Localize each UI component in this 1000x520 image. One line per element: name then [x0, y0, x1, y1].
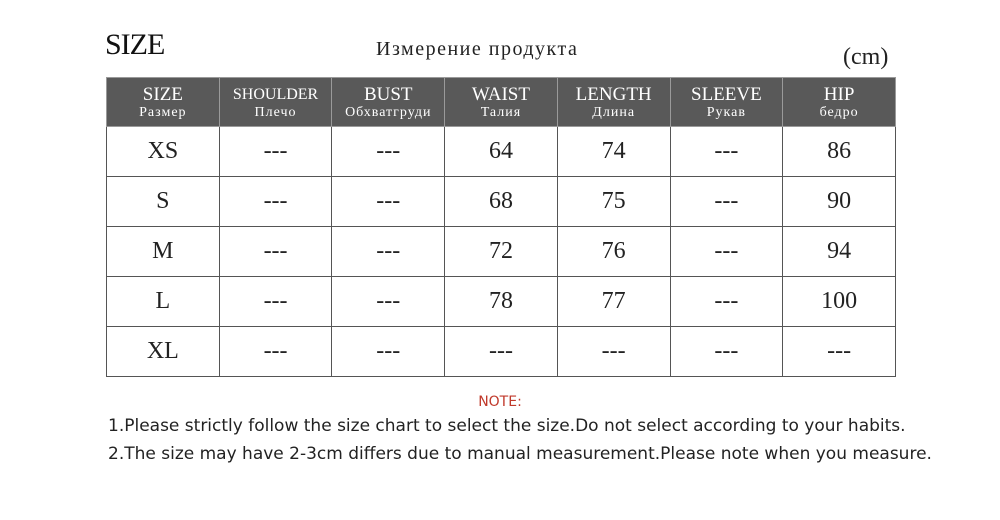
header-en: SLEEVE — [691, 83, 762, 105]
table-cell: --- — [783, 327, 896, 377]
table-cell: XS — [107, 127, 220, 177]
size-table — [106, 77, 896, 377]
header-ru: Талия — [480, 104, 522, 120]
table-cell: 77 — [557, 277, 670, 327]
table-cell: --- — [670, 177, 783, 227]
product-measurement-subtitle: Измерение продукта — [376, 38, 579, 60]
table-cell: --- — [670, 277, 783, 327]
table-cell: 76 — [557, 227, 670, 277]
header-en: BUST — [363, 83, 413, 105]
table-cell: XL — [107, 327, 220, 377]
header-ru: Рукав — [706, 104, 746, 120]
note-title: NOTE: — [478, 394, 522, 410]
header-row — [107, 78, 896, 127]
size-title: SIZE — [105, 28, 165, 61]
table-cell: --- — [557, 327, 670, 377]
table-cell: --- — [219, 127, 332, 177]
table-cell: --- — [332, 327, 445, 377]
header-length — [557, 78, 670, 127]
table-cell: --- — [445, 327, 558, 377]
table-row — [107, 277, 896, 327]
table-cell: --- — [219, 277, 332, 327]
table-cell: --- — [332, 177, 445, 227]
table-cell: 74 — [557, 127, 670, 177]
header-en: LENGTH — [575, 83, 652, 105]
table-cell: 90 — [783, 177, 896, 227]
table-cell: --- — [219, 327, 332, 377]
header-ru: бедро — [819, 104, 859, 120]
table-cell: 94 — [783, 227, 896, 277]
header-shoulder — [219, 78, 332, 127]
header-ru: Обхватгруди — [345, 104, 432, 120]
unit-label: (cm) — [843, 44, 889, 70]
table-row — [107, 327, 896, 377]
header-ru: Длина — [592, 104, 636, 120]
header-ru: Плечо — [254, 104, 297, 120]
table-row — [107, 227, 896, 277]
header-waist — [445, 78, 558, 127]
table-cell: --- — [219, 227, 332, 277]
table-cell: 68 — [445, 177, 558, 227]
header-en: WAIST — [471, 83, 530, 105]
note-line-2: 2.The size may have 2-3cm differs due to manual measurement.Please note when you measure. — [108, 444, 932, 464]
header-en: SIZE — [142, 83, 183, 105]
table-cell: --- — [670, 127, 783, 177]
table-cell: --- — [670, 227, 783, 277]
header-en: SHOULDER — [232, 85, 319, 103]
note-line-1: 1.Please strictly follow the size chart to select the size.Do not select according to your habits. — [108, 416, 906, 436]
header-bust — [332, 78, 445, 127]
table-cell: S — [107, 177, 220, 227]
header-size — [107, 78, 220, 127]
table-row — [107, 127, 896, 177]
table-cell: 72 — [445, 227, 558, 277]
table-row — [107, 177, 896, 227]
header-en: HIP — [823, 83, 855, 105]
table-cell: --- — [332, 127, 445, 177]
table-cell: 78 — [445, 277, 558, 327]
table-cell: 100 — [783, 277, 896, 327]
header-ru: Размер — [139, 104, 187, 120]
table-cell: 86 — [783, 127, 896, 177]
table-cell: 75 — [557, 177, 670, 227]
table-cell: --- — [332, 227, 445, 277]
header-sleeve — [670, 78, 783, 127]
table-cell: --- — [332, 277, 445, 327]
table-cell: L — [107, 277, 220, 327]
table-cell: 64 — [445, 127, 558, 177]
header-hip — [783, 78, 896, 127]
table-cell: --- — [670, 327, 783, 377]
table-cell: M — [107, 227, 220, 277]
table-cell: --- — [219, 177, 332, 227]
